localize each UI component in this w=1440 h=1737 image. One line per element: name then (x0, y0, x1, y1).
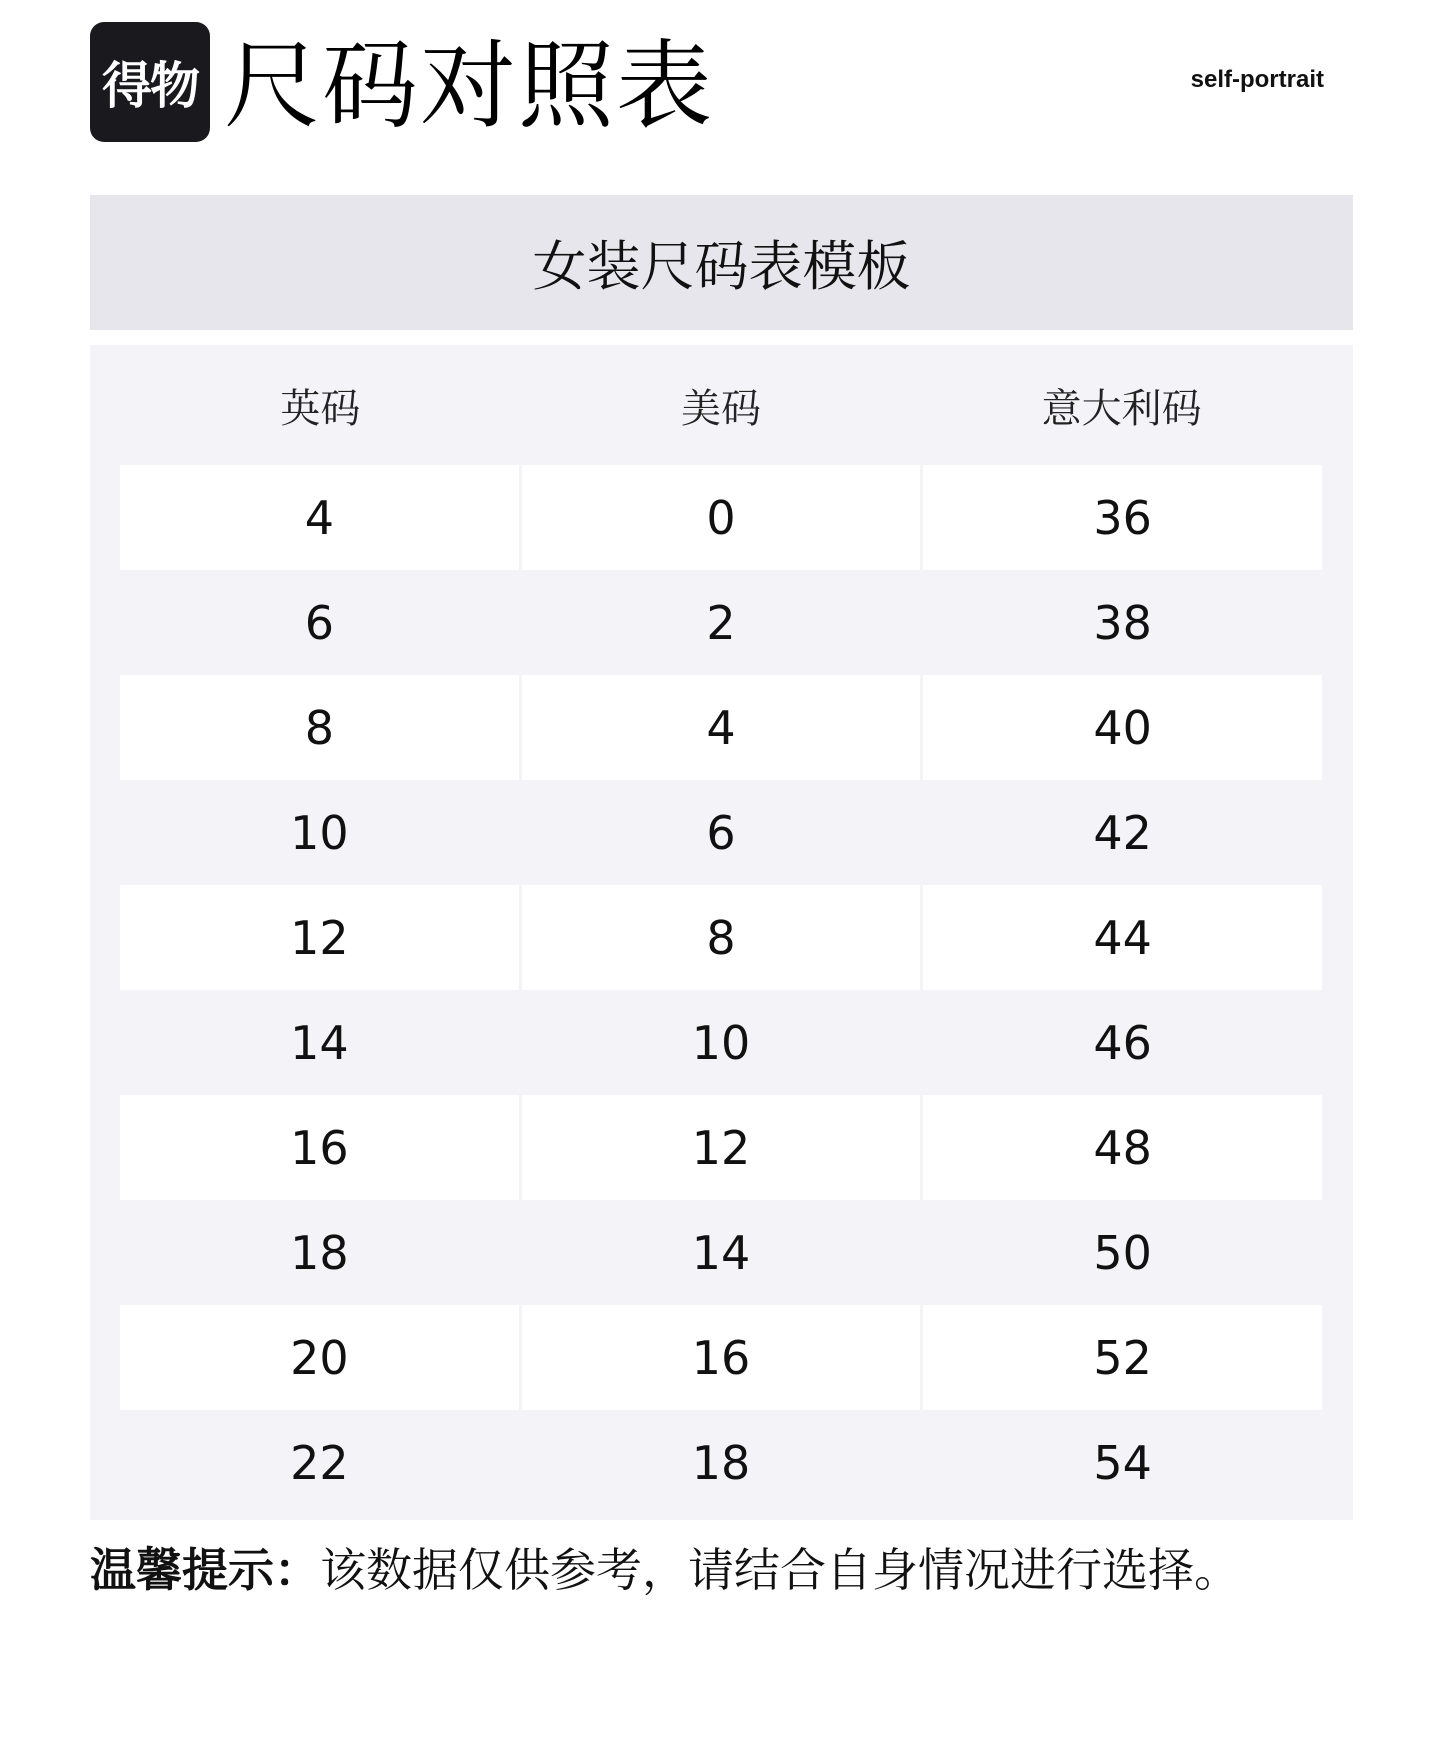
table-row (120, 675, 1322, 780)
table-row (120, 1200, 1322, 1305)
cell-it: 40 (923, 675, 1322, 780)
table-row (120, 1305, 1322, 1410)
size-table (90, 345, 1353, 1520)
table-header-row (120, 345, 1322, 465)
table-body (120, 465, 1322, 1515)
cell-us: 10 (691, 1015, 751, 1070)
column-header-it: 意大利码 (1041, 385, 1202, 432)
cell-uk: 14 (290, 1015, 349, 1070)
table-row (120, 885, 1322, 990)
dewu-logo (90, 22, 210, 142)
cell-uk: 20 (120, 1305, 519, 1410)
cell-uk: 16 (120, 1095, 519, 1200)
cell-us: 2 (706, 595, 736, 650)
column-header-us: 美码 (681, 385, 761, 432)
table-row (120, 465, 1322, 570)
tip-text: 该数据仅供参考，请结合自身情况进行选择。 (320, 1543, 1240, 1597)
cell-it: 54 (1093, 1435, 1152, 1490)
tip-label: 温馨提示： (90, 1543, 320, 1597)
page-title: 尺码对照表 (224, 30, 714, 142)
logo-text: 得物 (102, 57, 198, 115)
table-row (120, 990, 1322, 1095)
cell-uk: 8 (120, 675, 519, 780)
table-row (120, 1410, 1322, 1515)
template-title: 女装尺码表模板 (532, 235, 911, 298)
cell-us: 12 (522, 1095, 921, 1200)
cell-it: 48 (923, 1095, 1322, 1200)
cell-uk: 22 (290, 1435, 349, 1490)
cell-it: 38 (1093, 595, 1152, 650)
header (90, 22, 1350, 152)
cell-it: 42 (1093, 805, 1152, 860)
cell-it: 44 (923, 885, 1322, 990)
column-header-uk: 英码 (280, 385, 361, 432)
cell-uk: 12 (120, 885, 519, 990)
table-row (120, 1095, 1322, 1200)
cell-us: 16 (522, 1305, 921, 1410)
cell-us: 6 (706, 805, 736, 860)
tip-note (90, 1538, 1240, 1602)
cell-uk: 10 (290, 805, 349, 860)
cell-it: 52 (923, 1305, 1322, 1410)
template-banner (90, 195, 1353, 330)
cell-uk: 4 (120, 465, 519, 570)
cell-uk: 18 (290, 1225, 349, 1280)
brand-name: self-portrait (1190, 66, 1324, 93)
cell-us: 4 (522, 675, 921, 780)
cell-it: 36 (923, 465, 1322, 570)
cell-us: 18 (691, 1435, 751, 1490)
cell-us: 14 (691, 1225, 751, 1280)
table-row (120, 780, 1322, 885)
table-row (120, 570, 1322, 675)
cell-it: 46 (1093, 1015, 1152, 1070)
cell-uk: 6 (304, 595, 334, 650)
cell-us: 8 (522, 885, 921, 990)
cell-it: 50 (1093, 1225, 1152, 1280)
cell-us: 0 (522, 465, 921, 570)
